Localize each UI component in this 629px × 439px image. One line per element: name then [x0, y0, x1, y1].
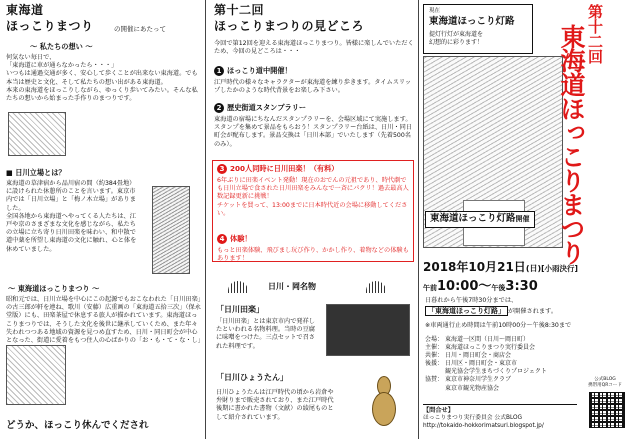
item3-body: 6年ぶりに田楽イベント発動！現在のおでんの元祖であり、時代劇でも日川立場で食された日川田楽をみんなで一斉にパクリ！過去最高人数記録更新に挑戦！ チケットを買って、13:00までに日本時代近の会場に移動してください。	[217, 177, 409, 217]
festival-title: ～ 東海道ほっこりまつり ～	[8, 284, 100, 293]
evening-box: 「東海道ほっこり灯路」	[425, 306, 508, 316]
contact-label: 【問合せ】	[423, 407, 454, 414]
fan-icon	[228, 281, 248, 293]
time-end: 3:30	[505, 279, 538, 294]
gourd-illustration	[370, 372, 396, 432]
badge-4: 4	[217, 234, 227, 244]
time-start: 10:00	[437, 279, 479, 294]
badge-3: 3	[217, 164, 227, 174]
info-table	[425, 336, 549, 393]
specialty-title: 日川・岡名物	[268, 282, 316, 291]
info-row: 協賛： 東京市神奈川学生クラブ 東京市観光物産協会	[425, 376, 512, 392]
date-weekday: (日)	[525, 264, 542, 273]
subtitle-box	[425, 211, 535, 228]
about-title: ■ 日川立場とは？	[6, 168, 66, 177]
about-body: 東海道の草津宿から品川宿の間（約384畳地）に設けられた休憩所のことを言います。東京市内では「日川立場」と「梅ノ木立場」がありました。 全国各地から東海道へやってくる人たちは、江戸や京のさまざまな文化を感じながら、私たちの立場に立ち寄り日川田楽を味わい、和中散で道中薬を所望し東海道の文化に触れ、心と体を休めていました。	[6, 180, 137, 253]
date-month-day: 10月21日	[468, 260, 526, 274]
qr-label: 公式BLOG 携帯用QRコード	[588, 377, 622, 388]
title-number-vertical: 第十二回	[586, 4, 604, 64]
fan-icon	[366, 281, 386, 293]
highlights-intro: 今回で第12回を迎える東海道ほっこりまつり。皆様に楽しんでいただくため、今回の見どころは・・・	[214, 40, 414, 56]
dengaku-photo	[326, 304, 410, 356]
walkers-illustration	[8, 112, 66, 156]
item4-body: もっと田楽体験、飛びまし玩び作り、かかし作り、着物などの体験もあります！	[217, 247, 409, 263]
lantern-body: 提灯行灯が東海道を 幻想的に彩ります！	[429, 31, 484, 46]
item1-body: 江戸時代の様々なキャラクターが東海道を練り歩きます。タイムスリップしたかのような時代背景をお楽しみ下さい。	[214, 79, 412, 95]
badge-2: 2	[214, 103, 224, 113]
item2-body: 東海道の宿場にちなんだスタンプラリーを、会場区域にて実施します。スタンプを集めて景品をもらおう！スタンプラリー台紙は、日川・同日町会が配布します。景品交換は「日川本部」でいたします（先着500名のみ）。	[214, 116, 412, 148]
item1-title: 1 ほっこり道中開催！	[214, 66, 292, 76]
contact-block	[423, 404, 577, 430]
evening-tail: が開催されます。	[508, 308, 558, 315]
info-row: 主催： 東海道ほっこりまつり実行委員会	[425, 344, 536, 352]
evening-line: 日暮れから午後7時30分までは、	[425, 297, 518, 304]
contact-text[interactable]: ほっこりまつり実行委員会 公式BLOG http://tokaido-hokkorimatsuri.blogspot.jp/	[423, 415, 544, 429]
item2-title: 2 歴史街道スタンプラリー	[214, 103, 306, 113]
item4-title: 4 体験！	[217, 234, 252, 244]
time-am-label: 午前	[423, 284, 437, 292]
dengaku-title: 「日川田楽」	[216, 305, 264, 314]
highlights-title-line1: 第十二回	[214, 3, 265, 17]
heading-line2: ほっこりまつり	[6, 19, 94, 33]
badge-1: 1	[214, 66, 224, 76]
highlights-column	[205, 0, 419, 439]
lantern-road-box	[423, 4, 533, 54]
special-events-box	[212, 160, 414, 262]
traffic-note: ※車両通行止め時間は午前10時00分～午後8:30まで	[425, 322, 572, 329]
subtitle-tail: 開催	[515, 215, 530, 223]
intro-column	[0, 0, 205, 439]
info-row: 共催： 日川・岡日町会・商店会	[425, 352, 512, 360]
lantern-small-label: 現在	[429, 8, 441, 14]
info-row: 後援： 日川区・岡日町会・東京市 観光協会学生まちづくりプロジェクト	[425, 360, 547, 376]
lantern-title: 東海道ほっこり灯路	[429, 16, 515, 27]
time-pm-label: 午後	[491, 284, 506, 292]
festival-body: 昭和元では、日川立場を中心にこの起源でもおこなわれた「日川田楽」の古三郎が軒を連ね、歌川（安藤）広重画の「東海道五拾三次」（保永堂版）にも、田楽茶屋で休息する旅人が描かれています。東海道ほっこりまつりでは、そうした文化を後世に継承していくため、また年々失われつつある地域の資源を見つめ直すため、日川・同日町会が中心となった、街道に愛着をもつ住人の心ばかりの「お・も・て・な・し」	[6, 296, 201, 344]
time-separator: ～	[478, 279, 492, 294]
hyoutan-body: 日川ひょうたんは江戸時代の頃から岩倉や弁財りまで販売されており、また江戸時代後期に書かれた書物（文献）の綾尾ものとして紹介されています。	[216, 389, 334, 421]
signpost-illustration	[152, 186, 190, 274]
thoughts-title: ～ 私たちの想い ～	[30, 42, 93, 51]
heading-line1: 東海道	[6, 3, 44, 17]
event-time	[423, 278, 538, 295]
thoughts-body: 何気ない毎日で、 「東海道に車が通らなかったら・・・」 いつもは通過交通が多く、安心して歩くことが出来ない東海道。でも本当は歴史と文化、そして私たちの想い出がある東海道。 本来の東海道をほっこりしながら、ゆっくり歩いてみたい。そんな私たちの想いから始まった手作りのまつりです。	[6, 54, 198, 102]
event-info-column	[418, 0, 629, 439]
dengaku-body: 「日川田楽」とは東京市内で発祥したといわれる名物料理。当時の豆腐に味噌をつけた。三点セットで召された料理です。	[216, 318, 315, 350]
rain-note: [小雨決行]	[541, 264, 578, 273]
hyoutan-title: 「日川ひょうたん」	[216, 373, 288, 382]
teahouse-illustration	[6, 345, 66, 405]
title-vertical: 東海道ほっこりまつり	[557, 24, 586, 264]
highlights-title-line2: ほっこりまつりの見どころ	[214, 19, 365, 33]
heading-suffix: の開催にあたって	[114, 25, 166, 33]
closing-line: どうか、ほっこり休んでくだされ	[6, 420, 149, 431]
date-year: 2018年	[423, 260, 469, 274]
subtitle-text: 東海道ほっこり灯路	[430, 213, 516, 224]
item3-title: 3 200人同時に日川田楽！（有料）	[217, 164, 338, 174]
qr-code-icon[interactable]	[589, 392, 625, 428]
info-row: 会場： 東海道一区間（日川～岡日町）	[425, 336, 530, 343]
evening-notice	[425, 307, 557, 316]
event-date	[423, 260, 578, 276]
